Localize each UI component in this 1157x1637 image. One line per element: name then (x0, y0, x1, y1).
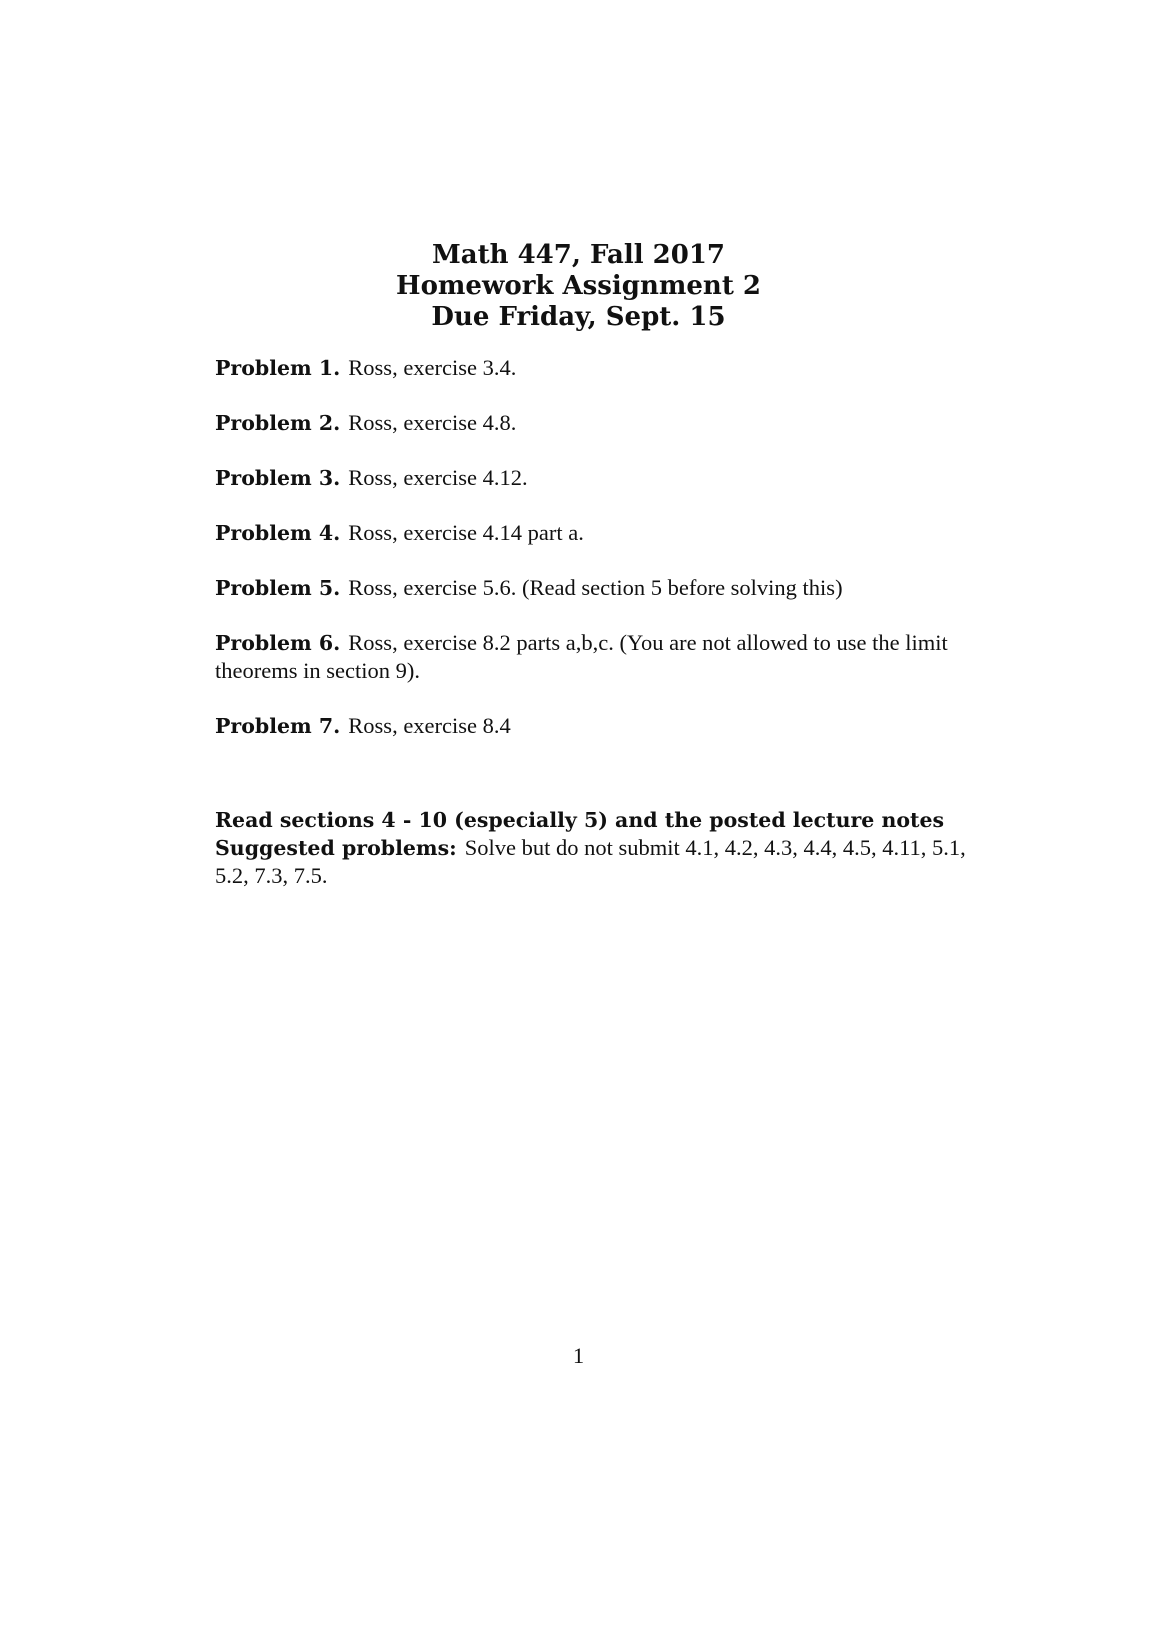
problem-label: Problem 3. (215, 466, 341, 490)
problem-item (215, 409, 975, 437)
problem-text: Ross, exercise 4.14 part a. (348, 520, 584, 545)
due-date: Due Friday, Sept. 15 (431, 302, 726, 332)
problem-label: Problem 6. (215, 631, 341, 655)
reading-section (215, 806, 975, 890)
problem-label: Problem 7. (215, 714, 341, 738)
suggested-problems (215, 834, 975, 890)
problem-text: Ross, exercise 3.4. (348, 355, 517, 380)
problem-label: Problem 2. (215, 411, 341, 435)
reading-instruction: Read sections 4 - 10 (especially 5) and the posted lecture notes (215, 808, 945, 832)
assignment-title: Homework Assignment 2 (396, 271, 761, 301)
problem-text: Ross, exercise 4.12. (348, 465, 528, 490)
problem-item (215, 354, 975, 382)
problem-label: Problem 4. (215, 521, 341, 545)
problem-label: Problem 1. (215, 356, 341, 380)
suggested-label: Suggested problems: (215, 836, 457, 860)
problem-text: Ross, exercise 4.8. (348, 410, 517, 435)
problem-item (215, 574, 975, 602)
suggested-text: Solve but do not submit 4.1, 4.2, 4.3, 4.4, 4.5, 4.11, 5.1, 5.2, 7.3, 7.5. (215, 835, 966, 888)
problem-item (215, 712, 975, 740)
problem-item (215, 464, 975, 492)
problem-text: Ross, exercise 8.4 (348, 713, 511, 738)
problem-text: Ross, exercise 5.6. (Read section 5 before solving this) (348, 575, 843, 600)
page-number: 1 (572, 1343, 585, 1368)
problem-item (215, 629, 975, 685)
problem-text: Ross, exercise 8.2 parts a,b,c. (You are not allowed to use the limit theorems in section 9). (215, 630, 948, 683)
problem-label: Problem 5. (215, 576, 341, 600)
course-title: Math 447, Fall 2017 (431, 240, 726, 270)
problem-item (215, 519, 975, 547)
document-title (0, 240, 1157, 333)
problem-list (215, 354, 975, 767)
